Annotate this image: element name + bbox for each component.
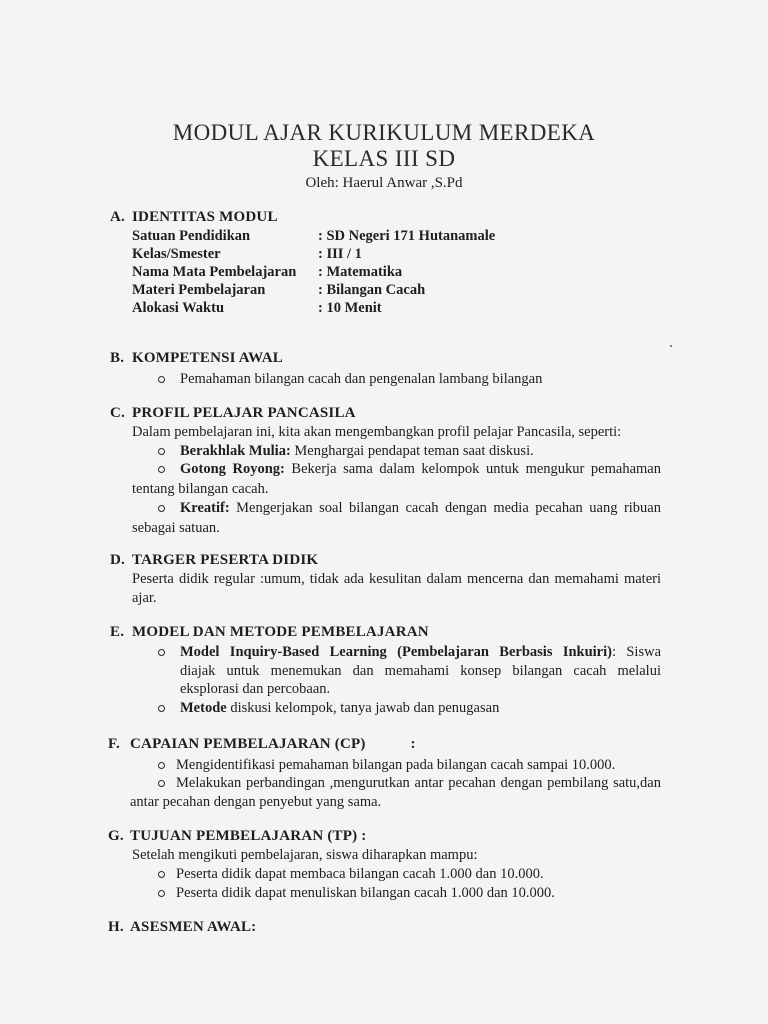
document-title: MODUL AJAR KURIKULUM MERDEKA bbox=[172, 120, 596, 145]
paragraph: sebagai satuan. bbox=[132, 520, 220, 536]
bullet-text: Kreatif: Mengerjakan soal bilangan cacah dengan media pecahan uang ribuan bbox=[180, 500, 661, 516]
author-line: Oleh: Haerul Anwar ,S.Pd bbox=[305, 175, 463, 191]
bullet-text: Peserta didik dapat membaca bilangan cacah 1.000 dan 10.000. bbox=[176, 866, 544, 882]
document-subtitle: KELAS III SD bbox=[312, 146, 456, 171]
bullet-text: Gotong Royong: Bekerja sama dalam kelompok untuk mengukur pemahaman bbox=[180, 461, 661, 477]
section-e-heading: E. MODEL DAN METODE PEMBELAJARAN bbox=[110, 624, 429, 640]
bullet-text: Peserta didik dapat menuliskan bilangan cacah 1.000 dan 10.000. bbox=[176, 885, 555, 901]
section-a-heading: A. IDENTITAS MODUL bbox=[110, 209, 278, 225]
bullet-icon bbox=[158, 871, 165, 878]
bullet-icon bbox=[158, 649, 165, 656]
bullet-icon bbox=[158, 448, 165, 455]
paragraph: eksplorasi dan percobaan. bbox=[180, 681, 331, 697]
section-f-heading: F. CAPAIAN PEMBELAJARAN (CP) : bbox=[108, 736, 416, 752]
bullet-text: Pemahaman bilangan cacah dan pengenalan lambang bilangan bbox=[180, 371, 543, 387]
bullet-icon bbox=[158, 466, 165, 473]
bullet-icon bbox=[158, 376, 165, 383]
paragraph: antar pecahan dengan penyebut yang sama. bbox=[130, 794, 382, 810]
bullet-text: Model Inquiry-Based Learning (Pembelajaran Berbasis Inkuiri): Siswa bbox=[180, 644, 662, 660]
paragraph: Dalam pembelajaran ini, kita akan mengembangkan profil pelajar Pancasila, seperti: bbox=[132, 424, 622, 440]
bullet-icon bbox=[158, 890, 165, 897]
paragraph: Peserta didik regular :umum, tidak ada kesulitan dalam mencerna dan memahami materi bbox=[132, 571, 661, 587]
paragraph: diajak untuk menemukan dan memahami konsep bilangan cacah melalui bbox=[180, 663, 661, 679]
paragraph: Setelah mengikuti pembelajaran, siswa diharapkan mampu: bbox=[132, 847, 478, 863]
scan-speck bbox=[670, 345, 672, 347]
bullet-text: Metode diskusi kelompok, tanya jawab dan penugasan bbox=[180, 700, 500, 716]
bullet-icon bbox=[158, 780, 165, 787]
section-c-heading: C. PROFIL PELAJAR PANCASILA bbox=[110, 405, 356, 421]
identity-row: Materi Pembelajaran : Bilangan Cacah bbox=[132, 282, 426, 298]
bullet-icon bbox=[158, 505, 165, 512]
section-d-heading: D. TARGER PESERTA DIDIK bbox=[110, 552, 319, 568]
bullet-icon bbox=[158, 705, 165, 712]
identity-row: Satuan Pendidikan : SD Negeri 171 Hutanamale bbox=[132, 228, 496, 244]
section-g-heading: G. TUJUAN PEMBELAJARAN (TP) : bbox=[108, 828, 367, 844]
identity-row: Kelas/Smester : III / 1 bbox=[132, 246, 362, 262]
bullet-icon bbox=[158, 762, 165, 769]
identity-row: Alokasi Waktu : 10 Menit bbox=[132, 300, 382, 316]
section-h-heading: H. ASESMEN AWAL: bbox=[108, 919, 257, 935]
identity-row: Nama Mata Pembelajaran : Matematika bbox=[132, 264, 403, 280]
paragraph: tentang bilangan cacah. bbox=[132, 481, 269, 497]
bullet-text: Mengidentifikasi pemahaman bilangan pada bilangan cacah sampai 10.000. bbox=[176, 757, 616, 773]
bullet-text: Melakukan perbandingan ,mengurutkan antar pecahan dengan pembilang satu,dan bbox=[176, 775, 661, 791]
section-b-heading: B. KOMPETENSI AWAL bbox=[110, 350, 283, 366]
bullet-text: Berakhlak Mulia: Menghargai pendapat teman saat diskusi. bbox=[180, 443, 534, 459]
paragraph: ajar. bbox=[132, 590, 157, 606]
